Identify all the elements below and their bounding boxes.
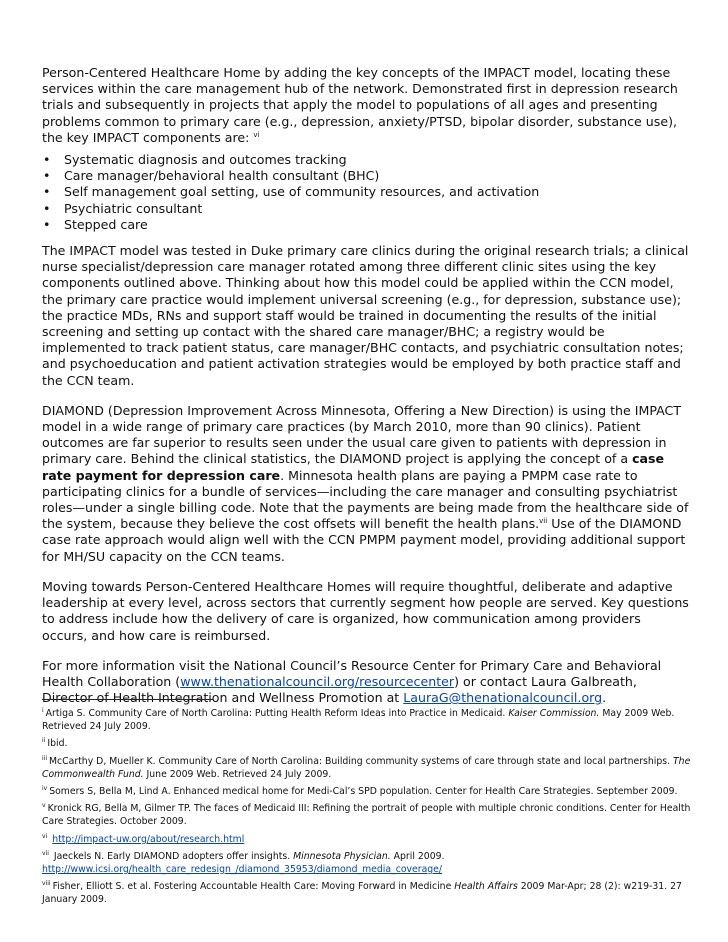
email-link[interactable]: LauraG@thenationalcouncil.org — [403, 690, 603, 706]
resource-center-link[interactable]: www.thenationalcouncil.org/resourcecenter — [180, 673, 455, 689]
paragraph-diamond — [42, 403, 690, 565]
list-item-text: Care manager/behavioral health consultant (BHC) — [64, 168, 380, 184]
paragraph-text: For more information visit the National Council’s Resource Center for Primary Care and Behavioral Health Collaboration ( — [42, 657, 662, 689]
footnote-text: Fisher, Elliott S. et al. Fostering Accountable Health Care: Moving Forward in Medicine — [52, 881, 455, 893]
list-item — [42, 152, 690, 168]
bullet-glyph: • — [43, 184, 51, 200]
footnote-source: Health Affairs — [454, 881, 518, 893]
paragraph-impact-duke: The IMPACT model was tested in Duke primary care clinics during the original research trials; a clinical nurse specialist/depression care manager rotated among three different clinic sites using the key components outlined above. Thinking about how this model could be applied within the CCN model, the primary care practice would implement universal screening (e.g., for depression, substance use); the practice MDs, RNs and support staff would be trained in documenting the results of the initial screening and setting up contact with the shared care manager/BHC; a registry would be implemented to track patient status, care manager/BHC contacts, and psychiatric consultation notes; and psychoeducation and patient activation strategies would be employed by both practice staff and the CCN team. — [42, 243, 689, 388]
emphasis-case-rate: case rate payment for depression care — [42, 451, 665, 483]
footnote-text: May 2009 Web. Retrieved 24 July 2009. — [42, 708, 675, 733]
footnote — [42, 802, 692, 828]
footnote-text: Somers S, Bella M, Lind A. Enhanced medical home for Medi-Cal’s SPD population. Center for Health Care Strategies. September 2009. — [49, 786, 678, 798]
footnote-text: Ibid. — [47, 738, 68, 750]
paragraph-text: . Minnesota health plans are paying a PMPM case rate to participating clinics for a bundle of services—including the care manager and consulting psychiatrist roles—under a single billing code. Note that the payments are being made from the healthcare side of the system, because they believe the cost offsets will benefit the health plans. — [42, 467, 689, 532]
footnote-text: 2009 Mar-Apr; 28 (2): w219-31. 27 January 2009. — [42, 881, 682, 906]
bullet-glyph: • — [43, 152, 51, 168]
footnote-source: Kaiser Commission. — [508, 708, 600, 719]
paragraph-text: ) or contact Laura Galbreath, Director of Health Integration and Wellness Promotion at — [42, 673, 637, 706]
footnote-marker: ii — [42, 737, 46, 745]
footnote-marker: viii — [42, 880, 51, 888]
footnote-text: Kronick RG, Bella M, Gilmer TP. The faces of Medicaid III: Refining the portrait of people with multiple chronic conditions. Center for Health Care Strategies. October 2009. — [42, 803, 691, 828]
list-item — [42, 184, 690, 200]
footnote — [42, 707, 692, 733]
footnote — [42, 785, 692, 798]
list-item-text: Stepped care — [64, 216, 148, 232]
footnote-source: Minnesota Physician. — [293, 850, 391, 862]
footnote — [42, 880, 692, 906]
list-item-text: Systematic diagnosis and outcomes tracking — [64, 152, 347, 168]
footnote-marker: iv — [42, 784, 48, 792]
footnote-source: The Commonwealth Fund. — [42, 755, 691, 780]
footnote-text: Artiga S. Community Care of North Carolina: Putting Health Reform Ideas into Practice in Medicaid. — [45, 708, 509, 719]
footnote-marker: vii — [42, 849, 49, 857]
footnote-ref: vi — [253, 130, 260, 139]
footnote — [42, 833, 692, 846]
list-item — [42, 217, 690, 233]
footnote-marker: i — [42, 706, 44, 714]
paragraph-leadership: Moving towards Person-Centered Healthcare Homes will require thoughtful, deliberate and adaptive leadership at every level, across sectors that currently segment how people are served. Key questions to address include how the delivery of care is organized, how communication among providers occurs, and how care is reimbursed. — [42, 578, 689, 643]
paragraph-text: DIAMOND (Depression Improvement Across Minnesota, Offering a New Direction) is using the IMPACT model in a wide range of primary care practices (by March 2010, more than 90 clinics). Patient outcomes are far superior to results seen under the usual care given to patients with depression in primary care. Behind the clinical statistics, the DIAMOND project is applying the concept of a — [42, 402, 682, 467]
footnote-text: Jaeckels N. Early DIAMOND adopters offer insights. — [53, 850, 294, 862]
footnote-divider — [42, 699, 213, 700]
footnote-marker: vi — [42, 832, 48, 840]
footnote-text: April 2009. — [390, 850, 445, 862]
footnote — [42, 755, 692, 781]
paragraph-impact-intro — [42, 65, 690, 146]
footnote-link[interactable]: http://www.icsi.org/health_care_redesign_/diamond_35953/diamond_media_coverage/ — [42, 864, 443, 876]
footnote — [42, 737, 692, 750]
footnote-text: June 2009 Web. Retrieved 24 July 2009. — [143, 768, 332, 780]
footnote — [42, 850, 692, 876]
paragraph-text: Person-Centered Healthcare Home by adding the key concepts of the IMPACT model, locating these services within the care management hub of the network. Demonstrated first in depression research trials and subsequently in projects that apply the model to populations of all ages and presenting problems common to primary care (e.g., depression, anxiety/PTSD, bipolar disorder, substance use), the key IMPACT components are: — [42, 65, 678, 145]
footnote-ref: vii — [539, 517, 548, 526]
footnote-marker: iii — [42, 754, 48, 762]
list-item-text: Psychiatric consultant — [64, 200, 203, 216]
footnote-text: McCarthy D, Mueller K. Community Care of North Carolina: Building community systems of care through state and local partnerships. — [49, 755, 673, 767]
list-item — [42, 168, 690, 184]
paragraph-text: . — [602, 690, 607, 706]
document-body — [42, 65, 690, 720]
footnotes — [42, 707, 692, 911]
list-item-text: Self management goal setting, use of community resources, and activation — [64, 184, 540, 200]
bullet-glyph: • — [43, 216, 51, 232]
impact-components-list — [42, 152, 690, 233]
paragraph-text: Use of the DIAMOND case rate approach would align well with the CCN PMPM payment model, providing additional support for MH/SU capacity on the CCN teams. — [42, 516, 686, 564]
bullet-glyph: • — [43, 200, 51, 216]
footnote-link[interactable]: http://impact-uw.org/about/research.html — [52, 833, 245, 845]
footnote-marker: v — [42, 802, 46, 810]
bullet-glyph: • — [43, 168, 51, 184]
list-item — [42, 201, 690, 217]
